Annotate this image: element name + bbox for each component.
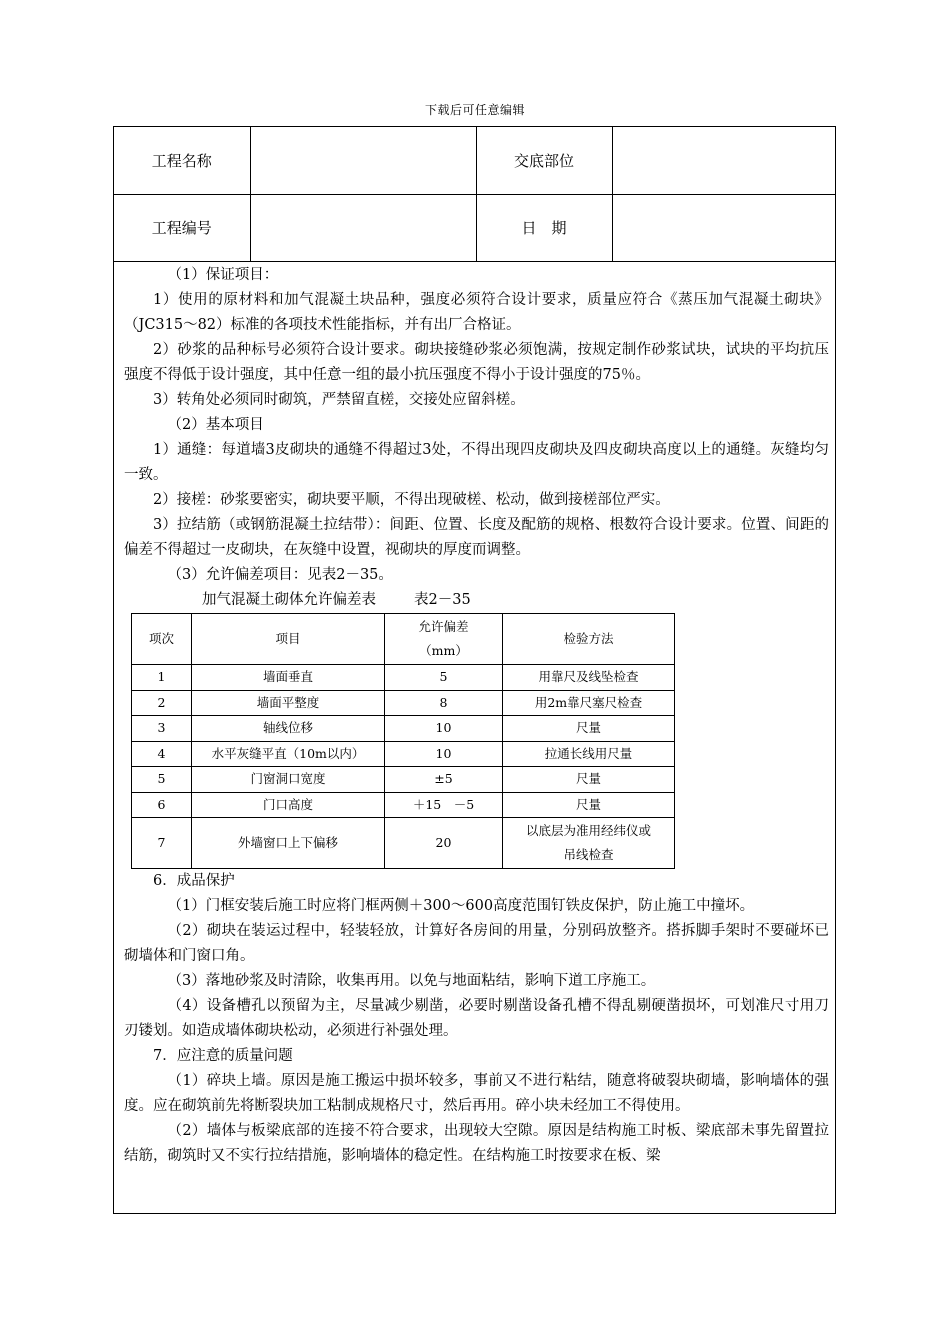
paragraph: （1）保证项目： <box>167 267 279 283</box>
cell-tolerance: 10 <box>385 716 503 742</box>
table-row <box>132 665 675 691</box>
cell-index: 3 <box>132 716 192 742</box>
cell-tolerance: ＋15 －5 <box>385 792 503 818</box>
table-row <box>132 792 675 818</box>
section-label: 交底部位 <box>476 127 612 194</box>
table-header-row <box>132 614 675 665</box>
header-index: 项次 <box>132 614 192 665</box>
cell-index: 5 <box>132 767 192 793</box>
section-field[interactable] <box>612 127 835 194</box>
header-item: 项目 <box>192 614 385 665</box>
cell-item: 水平灰缝平直（10m以内） <box>192 741 385 767</box>
paragraph: （1）碎块上墙。原因是施工搬运中损坏较多，事前又不进行粘结，随意将破裂块砌墙，影响墙体的强度。应在砌筑前先将断裂块加工粘制成规格尺寸，然后再用。碎小块未经加工不得使用。 <box>124 1073 829 1114</box>
project-no-field[interactable] <box>250 194 476 261</box>
cell-method: 尺量 <box>503 767 675 793</box>
project-name-label: 工程名称 <box>114 127 250 194</box>
cell-index: 4 <box>132 741 192 767</box>
cell-method: 用2m靠尺塞尺检查 <box>503 690 675 716</box>
date-label: 日 期 <box>476 194 612 261</box>
table-row <box>132 690 675 716</box>
cell-index: 2 <box>132 690 192 716</box>
paragraph: （2）墙体与板梁底部的连接不符合要求，出现较大空隙。原因是结构施工时板、梁底部未事先留置拉结筋，砌筑时又不实行拉结措施，影响墙体的稳定性。在结构施工时按要求在板、梁 <box>124 1123 829 1164</box>
paragraph: （3）落地砂浆及时清除，收集再用。以免与地面粘结，影响下道工序施工。 <box>167 973 656 989</box>
paragraph: （3）允许偏差项目：见表2－35。 <box>167 567 393 583</box>
project-name-field[interactable] <box>250 127 476 194</box>
cell-item: 外墙窗口上下偏移 <box>192 818 385 869</box>
header-note: 下载后可任意编辑 <box>424 103 525 117</box>
cell-method: 尺量 <box>503 716 675 742</box>
table-number: 表2－35 <box>414 592 471 608</box>
paragraph: （2）砌块在装运过程中，轻装轻放，计算好各房间的用量，分别码放整齐。搭拆脚手架时不要碰坏已砌墙体和门窗口角。 <box>124 923 829 964</box>
info-row-1 <box>114 127 835 194</box>
table-row <box>132 716 675 742</box>
deviation-table <box>131 613 675 869</box>
paragraph: （2）基本项目 <box>167 417 264 433</box>
header-tolerance-line1: 允许偏差 <box>418 619 469 634</box>
paragraph: 1）通缝：每道墙3皮砌块的通缝不得超过3处，不得出现四皮砌块及四皮砌块高度以上的通缝。灰缝均匀一致。 <box>124 442 829 483</box>
cell-method: 用靠尺及线坠检查 <box>503 665 675 691</box>
paragraph: 1）使用的原材料和加气混凝土块品种，强度必须符合设计要求，质量应符合《蒸压加气混凝土砌块》（JC315～82）标准的各项技术性能指标，并有出厂合格证。 <box>124 292 829 333</box>
header-tolerance-line2: （mm） <box>419 643 468 658</box>
disclosure-frame <box>113 126 836 1214</box>
cell-tolerance: 20 <box>385 818 503 869</box>
project-no-label: 工程编号 <box>114 194 250 261</box>
section-heading: 7．应注意的质量问题 <box>153 1048 293 1064</box>
info-row-2 <box>114 194 835 261</box>
cell-index: 6 <box>132 792 192 818</box>
disclosure-content <box>124 263 829 1169</box>
cell-item: 门口高度 <box>192 792 385 818</box>
cell-item: 轴线位移 <box>192 716 385 742</box>
table-caption <box>124 588 829 613</box>
cell-item: 墙面垂直 <box>192 665 385 691</box>
project-info-table <box>114 127 835 262</box>
table-title: 加气混凝土砌体允许偏差表 <box>202 592 376 608</box>
paragraph: 2）接槎：砂浆要密实，砌块要平顺，不得出现破槎、松动，做到接槎部位严实。 <box>153 492 670 508</box>
table-row <box>132 767 675 793</box>
paragraph: 3）转角处必须同时砌筑，严禁留直槎，交接处应留斜槎。 <box>153 392 525 408</box>
cell-item: 墙面平整度 <box>192 690 385 716</box>
cell-tolerance: 10 <box>385 741 503 767</box>
paragraph: （1）门框安装后施工时应将门框两侧＋300～600高度范围钉铁皮保护，防止施工中撞坏。 <box>167 898 755 914</box>
cell-method-line2: 吊线检查 <box>563 847 614 862</box>
cell-method <box>503 818 675 869</box>
cell-item: 门窗洞口宽度 <box>192 767 385 793</box>
cell-tolerance: 5 <box>385 665 503 691</box>
header-method: 检验方法 <box>503 614 675 665</box>
cell-tolerance: ±5 <box>385 767 503 793</box>
table-row <box>132 741 675 767</box>
table-row <box>132 818 675 869</box>
paragraph: （4）设备槽孔以预留为主，尽量减少剔凿，必要时剔凿设备孔槽不得乱剔硬凿损坏，可划准尺寸用刀刃镂划。如造成墙体砌块松动，必须进行补强处理。 <box>124 998 829 1039</box>
cell-tolerance: 8 <box>385 690 503 716</box>
section-heading: 6．成品保护 <box>153 873 235 889</box>
cell-method: 尺量 <box>503 792 675 818</box>
paragraph: 3）拉结筋（或钢筋混凝土拉结带）：间距、位置、长度及配筋的规格、根数符合设计要求。位置、间距的偏差不得超过一皮砌块，在灰缝中设置，视砌块的厚度而调整。 <box>124 517 829 558</box>
cell-method: 拉通长线用尺量 <box>503 741 675 767</box>
cell-index: 7 <box>132 818 192 869</box>
cell-index: 1 <box>132 665 192 691</box>
paragraph: 2）砂浆的品种标号必须符合设计要求。砌块接缝砂浆必须饱满，按规定制作砂浆试块，试块的平均抗压强度不得低于设计强度，其中任意一组的最小抗压强度不得小于设计强度的75％。 <box>124 342 829 383</box>
cell-method-line1: 以底层为准用经纬仪或 <box>525 823 651 838</box>
header-tolerance <box>385 614 503 665</box>
date-field[interactable] <box>612 194 835 261</box>
